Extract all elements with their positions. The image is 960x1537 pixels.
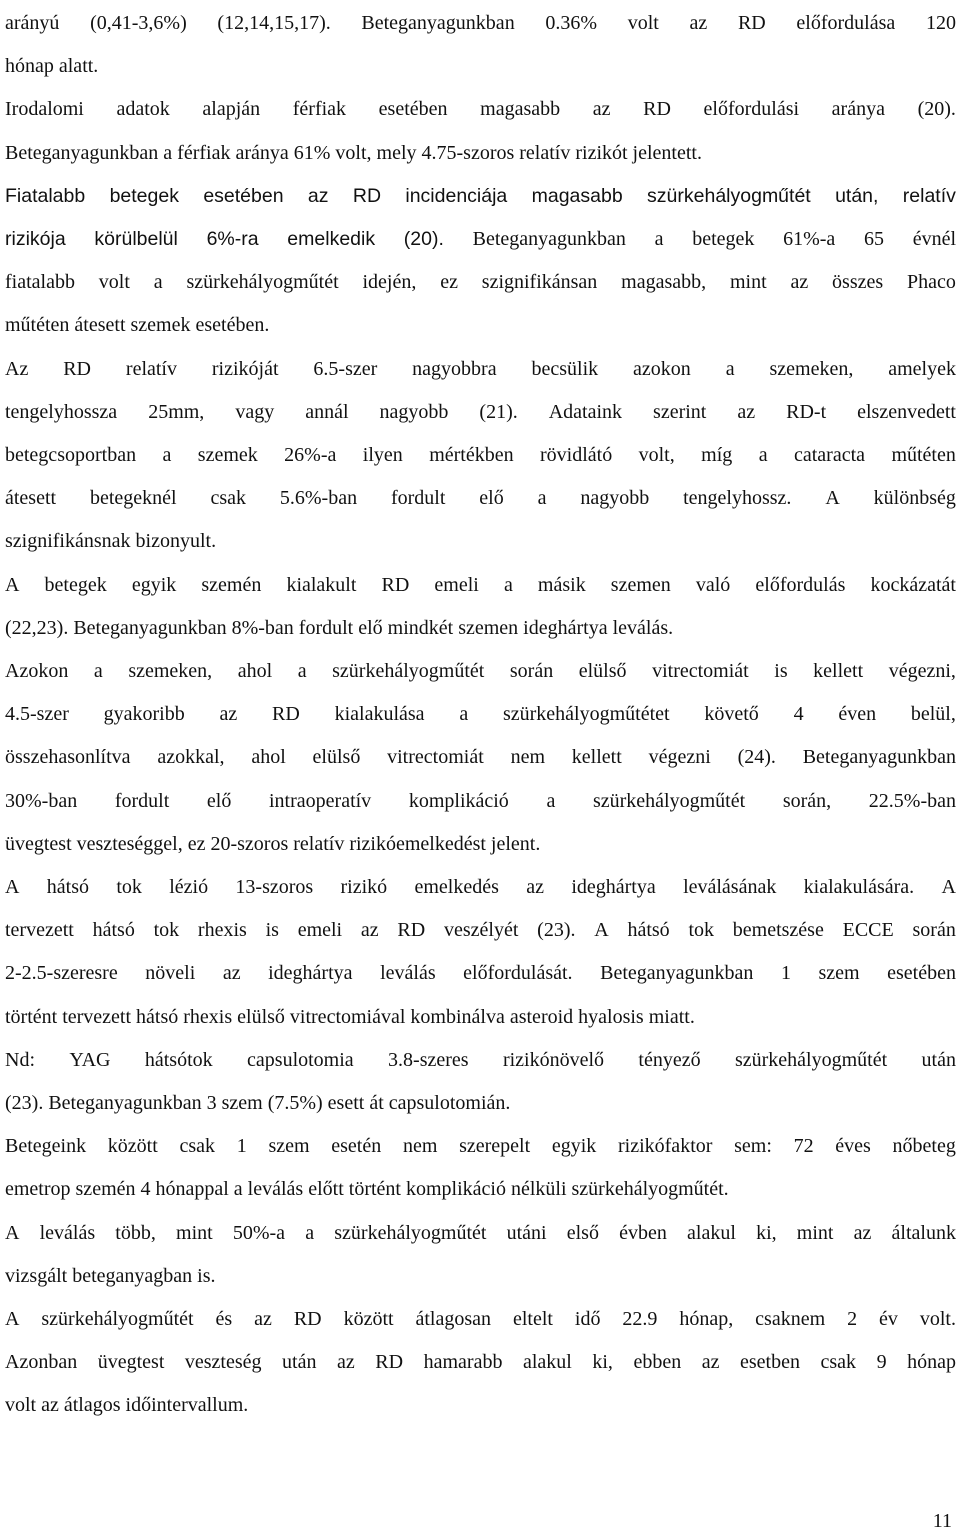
text-line: Azonban üvegtest veszteség után az RD hamarabb alakul ki, ebben az esetben csak 9 hónap [5, 1351, 956, 1374]
text-line: Nd: YAG hátsótok capsulotomia 3.8-szeres rizikónövelő tényező szürkehályogműtét után [5, 1048, 956, 1071]
text-line: tervezett hátsó tok rhexis is emeli az RD veszélyét (23). A hátsó tok bemetszése ECCE során [5, 919, 956, 942]
text-line: (22,23). Beteganyagunkban 8%-ban fordult elő mindkét szemen ideghártya leválás. [5, 616, 674, 639]
text-line: Betegeink között csak 1 szem esetén nem szerepelt egyik rizikófaktor sem: 72 éves nőbeteg [5, 1135, 956, 1158]
text-line: (23). Beteganyagunkban 3 szem (7.5%) esett át capsulotomián. [5, 1092, 511, 1114]
text-line: A szürkehályogműtét és az RD között átlagosan eltelt idő 22.9 hónap, csaknem 2 év volt. [5, 1308, 956, 1330]
text-line: szignifikánsnak bizonyult. [5, 530, 217, 553]
text-line: Azokon a szemeken, ahol a szürkehályogműtét során elülső vitrectomiát is kellett végezni, [5, 660, 956, 682]
text-line: történt tervezett hátsó rhexis elülső vitrectomiával kombinálva asteroid hyalosis miatt. [5, 1005, 695, 1028]
text-line: üvegtest veszteséggel, ez 20-szoros relatív rizikóemelkedést jelent. [5, 832, 541, 855]
text-line: Az RD relatív rizikóját 6.5-szer nagyobbra becsülik azokon a szemeken, amelyek [5, 357, 956, 380]
text-line: fiatalabb volt a szürkehályogműtét idején, ez szignifikánsan magasabb, mint az összes Phaco [5, 271, 956, 294]
text-line: 2-2.5-szeresre növeli az ideghártya leválás előfordulását. Beteganyagunkban 1 szem esetében [5, 962, 956, 985]
text-line: Fiatalabb betegek esetében az RD incidenciája magasabb szürkehályogműtét után, relatív [5, 184, 956, 207]
text-line: A hátsó tok lézió 13-szoros rizikó emelkedés az ideghártya leválásának kialakulására. A [5, 876, 956, 898]
text-line: A leválás több, mint 50%-a a szürkehályogműtét utáni első évben alakul ki, mint az általunk [5, 1221, 956, 1244]
text-line: vizsgált beteganyagban is. [5, 1264, 216, 1287]
text-line: hónap alatt. [5, 55, 99, 78]
text-line: 30%-ban fordult elő intraoperatív komplikáció a szürkehályogműtét során, 22.5%-ban [5, 789, 956, 812]
text-line: A betegek egyik szemén kialakult RD emeli a másik szemen való előfordulás kockázatát [5, 573, 956, 596]
text-line: tengelyhossza 25mm, vagy annál nagyobb (21). Adataink szerint az RD-t elszenvedett [5, 400, 956, 423]
text-line: műtéten átesett szemek esetében. [5, 314, 270, 337]
text-line: arányú (0,41-3,6%) (12,14,15,17). Beteganyagunkban 0.36% volt az RD előfordulása 120 [5, 12, 956, 34]
text-line: Irodalomi adatok alapján férfiak esetében magasabb az RD előfordulási aránya (20). [5, 98, 956, 121]
text-line: volt az átlagos időintervallum. [5, 1394, 249, 1417]
text-line: rizikója körülbelül 6%-ra emelkedik (20). Beteganyagunkban a betegek 61%-a 65 évnél [5, 228, 956, 250]
page-number: 11 [932, 1510, 952, 1532]
text-line: összehasonlítva azokkal, ahol elülső vitrectomiát nem kellett végezni (24). Beteganyagunkban [5, 746, 956, 769]
text-line: Beteganyagunkban a férfiak aránya 61% volt, mely 4.75-szoros relatív rizikót jelentett. [5, 141, 702, 164]
text-line: emetrop szemén 4 hónappal a leválás előtt történt komplikáció nélküli szürkehályogműtét. [5, 1178, 729, 1201]
text-line: átesett betegeknél csak 5.6%-ban fordult elő a nagyobb tengelyhossz. A különbség [5, 487, 956, 510]
text-line: betegcsoportban a szemek 26%-a ilyen mértékben rövidlátó volt, míg a cataracta műtéten [5, 444, 956, 466]
text-line: 4.5-szer gyakoribb az RD kialakulása a szürkehályogműtétet követő 4 éven belül, [5, 703, 956, 726]
